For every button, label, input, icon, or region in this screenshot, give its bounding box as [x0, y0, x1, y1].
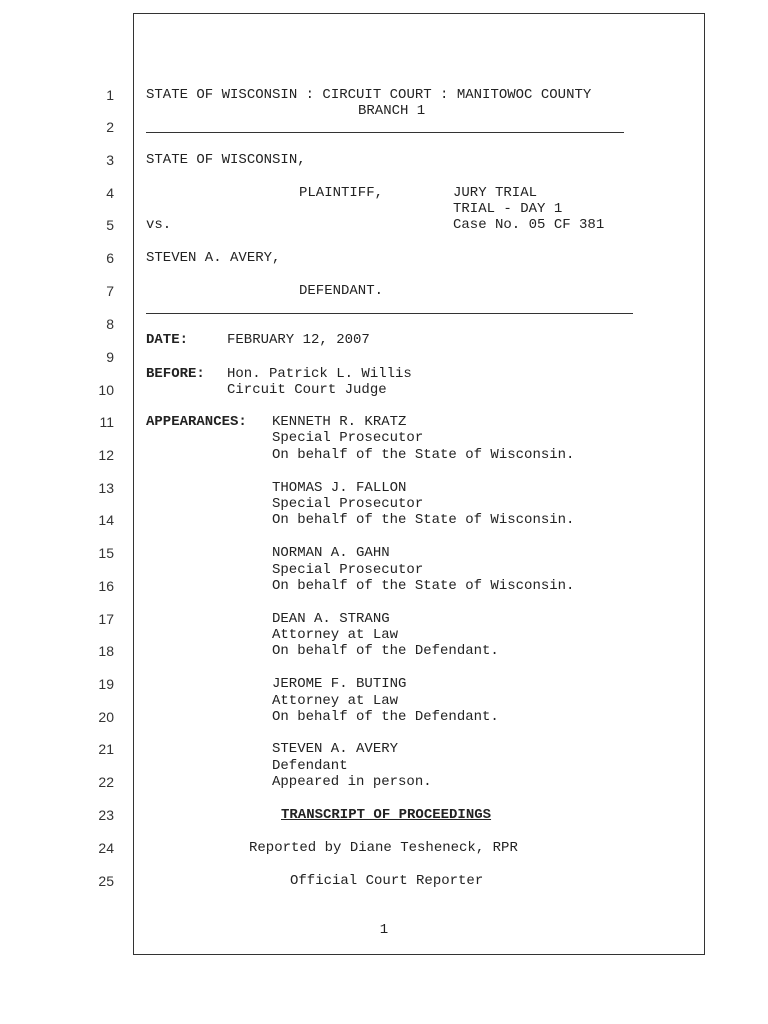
appearance-role: Attorney at Law — [272, 627, 399, 643]
line-number: 17 — [98, 611, 114, 627]
line-number: 5 — [106, 217, 114, 233]
date-value: FEBRUARY 12, 2007 — [227, 332, 370, 348]
defendant-label: DEFENDANT. — [299, 283, 384, 299]
trial-day-label: TRIAL - DAY 1 — [453, 201, 563, 217]
line-number: 22 — [98, 774, 114, 790]
line-number: 15 — [98, 545, 114, 561]
line-number: 1 — [106, 87, 114, 103]
plaintiff-label: PLAINTIFF, — [299, 185, 384, 201]
appearance-name: KENNETH R. KRATZ — [272, 414, 407, 430]
appearance-name: STEVEN A. AVERY — [272, 741, 399, 757]
reporter-title: Official Court Reporter — [290, 873, 484, 889]
appearance-name: JEROME F. BUTING — [272, 676, 407, 692]
judge-name: Hon. Patrick L. Willis — [227, 366, 412, 382]
line-number: 9 — [106, 349, 114, 365]
line-number: 12 — [98, 447, 114, 463]
jury-trial-label: JURY TRIAL — [453, 185, 538, 201]
appearance-behalf: On behalf of the Defendant. — [272, 643, 499, 659]
appearance-behalf: On behalf of the Defendant. — [272, 709, 499, 725]
branch-line: BRANCH 1 — [358, 103, 426, 119]
appearance-behalf: Appeared in person. — [272, 774, 432, 790]
caption-divider — [146, 132, 624, 133]
line-number: 23 — [98, 807, 114, 823]
line-number: 3 — [106, 152, 114, 168]
appearance-role: Defendant — [272, 758, 348, 774]
judge-title: Circuit Court Judge — [227, 382, 387, 398]
state-party: STATE OF WISCONSIN, — [146, 152, 306, 168]
page-number: 1 — [379, 922, 389, 938]
appearance-role: Special Prosecutor — [272, 430, 424, 446]
defendant-party: STEVEN A. AVERY, — [146, 250, 281, 266]
line-number: 25 — [98, 873, 114, 889]
line-number: 2 — [106, 119, 114, 135]
appearance-role: Special Prosecutor — [272, 496, 424, 512]
line-number: 16 — [98, 578, 114, 594]
line-number: 24 — [98, 840, 114, 856]
line-number: 7 — [106, 283, 114, 299]
appearance-role: Special Prosecutor — [272, 562, 424, 578]
appearance-name: NORMAN A. GAHN — [272, 545, 390, 561]
line-number: 13 — [98, 480, 114, 496]
line-number: 4 — [106, 185, 114, 201]
appearance-name: DEAN A. STRANG — [272, 611, 390, 627]
appearance-name: THOMAS J. FALLON — [272, 480, 407, 496]
date-label: DATE: — [146, 332, 189, 348]
transcript-title: TRANSCRIPT OF PROCEEDINGS — [281, 807, 492, 823]
line-number: 8 — [106, 316, 114, 332]
reported-by: Reported by Diane Tesheneck, RPR — [249, 840, 518, 856]
line-number: 18 — [98, 643, 114, 659]
case-number: Case No. 05 CF 381 — [453, 217, 605, 233]
appearance-behalf: On behalf of the State of Wisconsin. — [272, 447, 575, 463]
line-number: 11 — [99, 414, 114, 430]
appearance-role: Attorney at Law — [272, 693, 399, 709]
line-number: 19 — [98, 676, 114, 692]
line-number: 6 — [106, 250, 114, 266]
appearance-behalf: On behalf of the State of Wisconsin. — [272, 578, 575, 594]
before-label: BEFORE: — [146, 366, 205, 382]
appearance-behalf: On behalf of the State of Wisconsin. — [272, 512, 575, 528]
line-number: 20 — [98, 709, 114, 725]
court-line: STATE OF WISCONSIN : CIRCUIT COURT : MANITOWOC COUNTY — [146, 87, 592, 103]
versus-label: vs. — [146, 217, 172, 233]
line-number: 21 — [98, 741, 114, 757]
line-number: 10 — [98, 382, 114, 398]
appearances-label: APPEARANCES: — [146, 414, 247, 430]
caption-divider-bottom — [146, 313, 633, 314]
line-number: 14 — [98, 512, 114, 528]
